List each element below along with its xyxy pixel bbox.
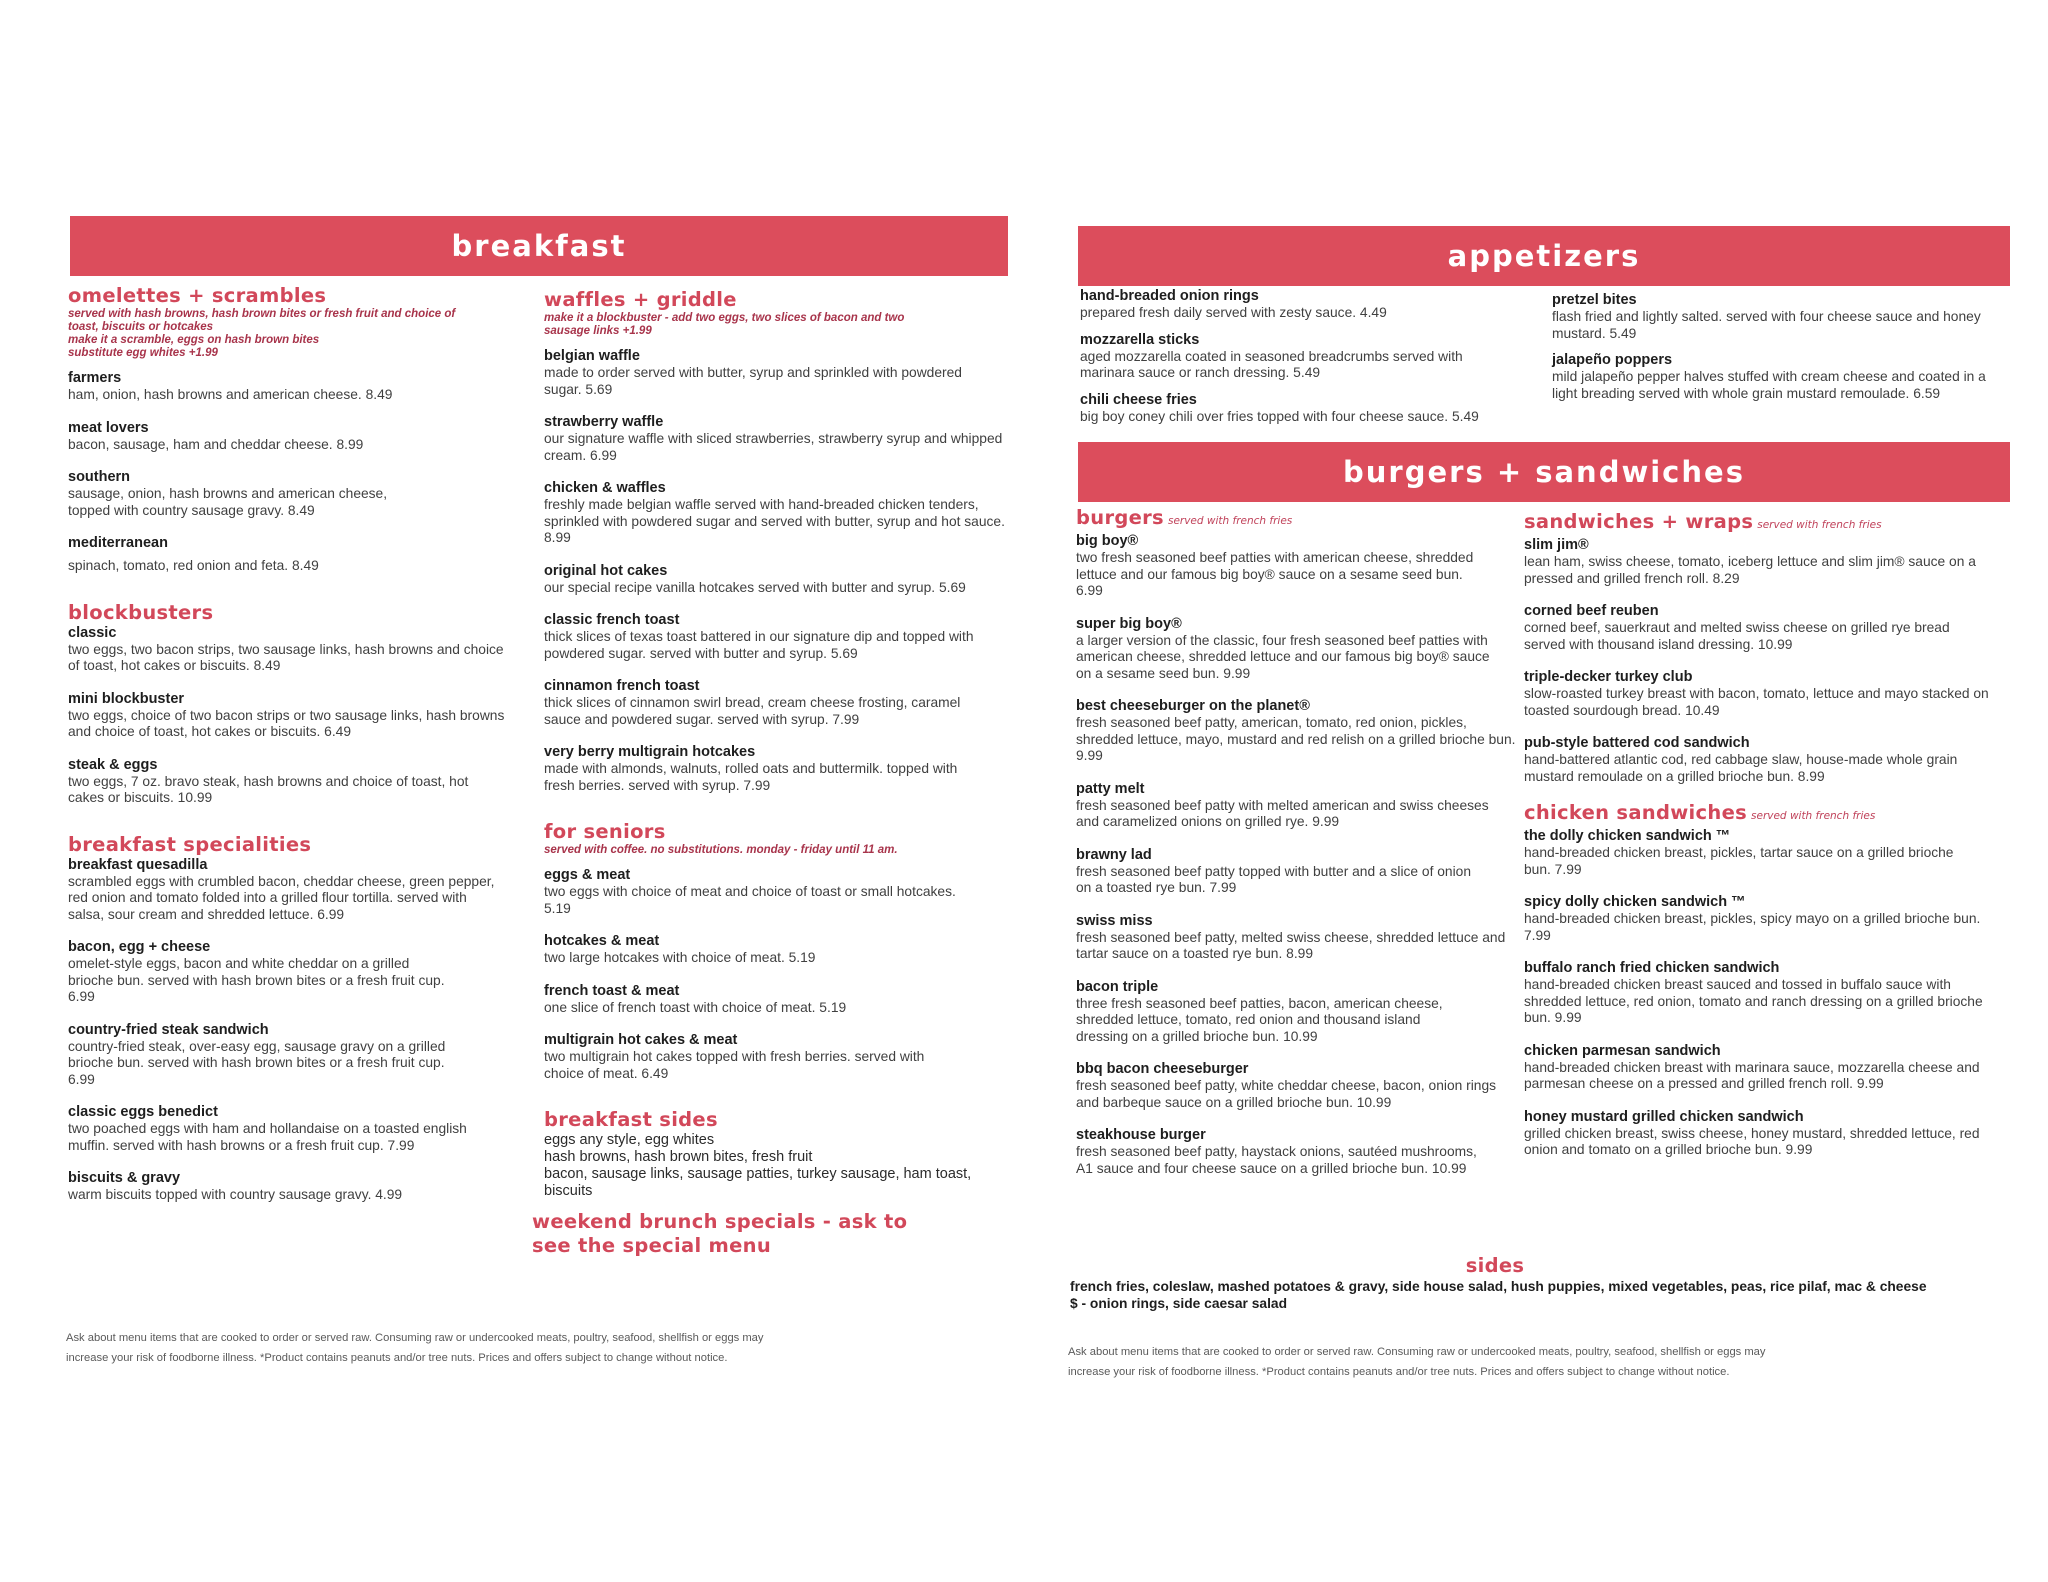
chicken-title xyxy=(1524,801,2008,828)
item-desc: hand-breaded chicken breast, pickles, spicy mayo on a grilled brioche bun. 7.99 xyxy=(1524,911,1981,943)
item-desc: spinach, tomato, red onion and feta. 8.49 xyxy=(68,558,319,573)
item-desc: our special recipe vanilla hotcakes served with butter and syrup. 5.69 xyxy=(544,579,966,595)
menu-item xyxy=(68,857,508,924)
item-desc: two eggs, 7 oz. bravo steak, hash browns and choice of toast, hot cakes or biscuits. 10.99 xyxy=(68,773,469,805)
menu-item xyxy=(68,939,448,1006)
sides-title: sides xyxy=(1465,1254,1525,1277)
menu-item xyxy=(544,744,1006,794)
item-name: chicken & waffles xyxy=(544,480,666,496)
item-name: eggs & meat xyxy=(544,867,631,883)
menu-item xyxy=(68,1104,468,1154)
menu-item xyxy=(1524,894,2008,944)
menu-item xyxy=(68,420,508,454)
item-desc: fresh seasoned beef patty, white cheddar cheese, bacon, onion rings and barbeque sauce on a grilled brioche bun. 10.99 xyxy=(1076,1078,1497,1110)
item-name: brawny lad xyxy=(1076,846,1152,863)
item-desc: big boy coney chili over fries topped with four cheese sauce. 5.49 xyxy=(1080,408,1479,424)
item-desc: a larger version of the classic, four fresh seasoned beef patties with american cheese, shredded lettuce and our famous big boy® sauce on a sesame seed bun. 9.99 xyxy=(1076,632,1490,681)
item-desc: fresh seasoned beef patty, american, tomato, red onion, pickles, shredded lettuce, mayo, mustard and red relish on a grilled brioche bun. 9.99 xyxy=(1076,715,1516,763)
menu-item xyxy=(544,414,1006,464)
menu-item xyxy=(68,469,398,519)
item-name: buffalo ranch fried chicken sandwich xyxy=(1524,960,1780,976)
menu-item xyxy=(1524,537,2008,587)
item-name: pretzel bites xyxy=(1552,292,1637,308)
wraps-note: served with french fries xyxy=(1757,519,1882,531)
menu-item xyxy=(544,678,1006,728)
item-name: steakhouse burger xyxy=(1076,1127,1206,1143)
item-desc: made with almonds, walnuts, rolled oats and buttermilk. topped with fresh berries. served with syrup. 7.99 xyxy=(544,761,958,793)
burgers-column xyxy=(1076,506,1516,1177)
footer-line: increase your risk of foodborne illness. *Product contains peanuts and/or tree nuts. Prices and offers subject to change without notice. xyxy=(66,1352,728,1364)
item-desc: fresh seasoned beef patty, melted swiss cheese, shredded lettuce and tartar sauce on a toasted rye bun. 8.99 xyxy=(1076,929,1506,961)
item-desc: bacon, sausage, ham and cheddar cheese. 8.99 xyxy=(68,436,364,452)
item-desc: grilled chicken breast, swiss cheese, honey mustard, shredded lettuce, red onion and tomato on a grilled brioche bun. 9.99 xyxy=(1524,1125,1980,1157)
appetizers-banner: appetizers xyxy=(1078,226,2010,286)
burgers-footer xyxy=(1068,1342,1988,1382)
appetizers-left xyxy=(1080,288,1530,425)
menu-item xyxy=(1552,352,2002,402)
item-desc: two large hotcakes with choice of meat. 5.19 xyxy=(544,950,816,965)
menu-item xyxy=(544,867,1006,917)
item-name: multigrain hot cakes & meat xyxy=(544,1032,738,1048)
item-name: the dolly chicken sandwich ™ xyxy=(1524,828,1731,844)
item-desc: one slice of french toast with choice of meat. 5.19 xyxy=(544,999,847,1015)
breakfast-sides-line: eggs any style, egg whites xyxy=(544,1132,715,1148)
item-desc: ham, onion, hash browns and american cheese. 8.49 xyxy=(68,387,393,402)
menu-item xyxy=(544,563,1006,597)
omelettes-title: omelettes + scrambles xyxy=(68,284,327,307)
waffles-note: make it a blockbuster - add two eggs, two slices of bacon and two sausage links +1.99 xyxy=(544,312,905,337)
breakfast-footer xyxy=(66,1328,966,1368)
burgers-title-text: burgers xyxy=(1076,506,1164,529)
item-desc: three fresh seasoned beef patties, bacon, american cheese, shredded lettuce, tomato, red onion and thousand island dressing on a grilled brioche bun. 10.99 xyxy=(1076,995,1443,1044)
item-name: original hot cakes xyxy=(544,562,668,579)
menu-item xyxy=(544,480,1006,547)
menu-item xyxy=(1524,669,2008,719)
item-name: bbq bacon cheeseburger xyxy=(1076,1061,1249,1077)
menu-item xyxy=(68,370,508,404)
item-name: big boy® xyxy=(1076,533,1139,549)
item-name: mediterranean xyxy=(68,535,168,551)
item-name: very berry multigrain hotcakes xyxy=(544,744,756,760)
item-desc: corned beef, sauerkraut and melted swiss cheese on grilled rye bread served with thousand island dressing. 10.99 xyxy=(1524,620,1950,652)
item-desc: sausage, onion, hash browns and american cheese, topped with country sausage gravy. 8.49 xyxy=(68,486,388,518)
item-name: hotcakes & meat xyxy=(544,933,660,949)
item-desc: two fresh seasoned beef patties with american cheese, shredded lettuce and our famous big boy® sauce on a sesame seed bun. 6.99 xyxy=(1076,550,1474,598)
item-desc: warm biscuits topped with country sausage gravy. 4.99 xyxy=(68,1187,403,1202)
waffles-title: waffles + griddle xyxy=(544,288,737,311)
item-desc: fresh seasoned beef patty, haystack onions, sautéed mushrooms, A1 sauce and four cheese sauce on a grilled brioche bun. 10.99 xyxy=(1076,1144,1477,1176)
item-name: biscuits & gravy xyxy=(68,1170,181,1186)
item-name: bacon, egg + cheese xyxy=(68,939,211,955)
menu-item xyxy=(1524,1043,2008,1093)
item-desc: hand-battered atlantic cod, red cabbage slaw, house-made whole grain mustard remoulade on a grilled brioche bun. 8.99 xyxy=(1524,752,1958,784)
breakfast-column-1 xyxy=(68,284,508,1204)
item-name: cinnamon french toast xyxy=(544,678,700,694)
wraps-title xyxy=(1524,510,2008,537)
menu-item xyxy=(1076,781,1516,831)
item-name: country-fried steak sandwich xyxy=(68,1021,269,1038)
item-name: mozzarella sticks xyxy=(1080,331,1200,348)
item-desc: two eggs, choice of two bacon strips or two sausage links, hash browns and choice of toast, hot cakes or biscuits. 6.49 xyxy=(68,707,505,739)
item-desc: mild jalapeño pepper halves stuffed with cream cheese and coated in a light breading served with whole grain mustard remoulade. 6.59 xyxy=(1552,369,1986,401)
breakfast-sides-line: hash browns, hash brown bites, fresh fruit xyxy=(544,1149,813,1165)
menu-item xyxy=(1076,616,1516,683)
item-desc: lean ham, swiss cheese, tomato, iceberg lettuce and slim jim® sauce on a pressed and grilled french roll. 8.29 xyxy=(1524,554,1976,586)
omelettes-note: served with hash browns, hash brown bites or fresh fruit and choice of toast, biscuits or hotcakes xyxy=(68,308,456,333)
wraps-title-text: sandwiches + wraps xyxy=(1524,510,1754,533)
breakfast-sides-title: breakfast sides xyxy=(544,1108,718,1131)
sides-block xyxy=(1070,1254,2010,1312)
omelettes-note: substitute egg whites +1.99 xyxy=(68,347,218,359)
item-name: classic french toast xyxy=(544,612,680,628)
burgers-title xyxy=(1076,506,1516,533)
item-name: corned beef reuben xyxy=(1524,603,1659,619)
item-desc: flash fried and lightly salted. served with four cheese sauce and honey mustard. 5.49 xyxy=(1552,309,1981,341)
seniors-note: served with coffee. no substitutions. monday - friday until 11 am. xyxy=(544,844,898,856)
specialities-title: breakfast specialities xyxy=(68,832,312,856)
item-name: classic eggs benedict xyxy=(68,1104,218,1120)
item-name: meat lovers xyxy=(68,419,149,436)
menu-item xyxy=(544,348,1006,398)
omelettes-note: make it a scramble, eggs on hash brown bites xyxy=(68,334,320,346)
item-desc: hand-breaded chicken breast, pickles, tartar sauce on a grilled brioche bun. 7.99 xyxy=(1524,845,1954,877)
item-name: classic xyxy=(68,624,117,641)
item-name: hand-breaded onion rings xyxy=(1080,288,1259,304)
item-name: bacon triple xyxy=(1076,978,1159,995)
menu-item xyxy=(1076,913,1516,963)
menu-item xyxy=(1080,332,1530,382)
menu-item xyxy=(1524,735,2008,785)
menu-item xyxy=(68,1022,468,1089)
item-desc: thick slices of cinnamon swirl bread, cream cheese frosting, caramel sauce and powdered sugar. served with syrup. 7.99 xyxy=(544,695,961,727)
item-name: southern xyxy=(68,469,131,485)
item-name: jalapeño poppers xyxy=(1552,352,1673,368)
item-desc: two eggs, two bacon strips, two sausage links, hash browns and choice of toast, hot cakes or biscuits. 8.49 xyxy=(68,641,504,673)
item-name: triple-decker turkey club xyxy=(1524,669,1693,685)
menu-item xyxy=(1076,533,1516,600)
sides-line: french fries, coleslaw, mashed potatoes & gravy, side house salad, hush puppies, mixed vegetables, peas, rice pilaf, mac & cheese xyxy=(1070,1279,1927,1294)
item-name: patty melt xyxy=(1076,780,1145,797)
item-desc: prepared fresh daily served with zesty sauce. 4.49 xyxy=(1080,305,1387,320)
menu-item xyxy=(1076,1127,1516,1177)
blockbusters-title: blockbusters xyxy=(68,600,214,624)
item-name: best cheeseburger on the planet® xyxy=(1076,698,1310,714)
menu-item xyxy=(68,625,508,675)
weekend-brunch-note: weekend brunch specials - ask to see the special menu xyxy=(532,1210,908,1257)
item-name: belgian waffle xyxy=(544,348,640,364)
menu-item xyxy=(1524,603,2008,653)
appetizers-right xyxy=(1552,292,2002,402)
chicken-title-text: chicken sandwiches xyxy=(1524,801,1748,824)
breakfast-sides-line: bacon, sausage links, sausage patties, turkey sausage, ham toast, biscuits xyxy=(544,1166,972,1199)
item-name: slim jim® xyxy=(1524,537,1589,553)
item-name: breakfast quesadilla xyxy=(68,856,208,873)
item-desc: hand-breaded chicken breast with marinara sauce, mozzarella cheese and parmesan cheese on a pressed and grilled french roll. 9.99 xyxy=(1524,1059,1980,1091)
item-desc: our signature waffle with sliced strawberries, strawberry syrup and whipped cream. 6.99 xyxy=(544,431,1003,463)
item-desc: fresh seasoned beef patty topped with butter and a slice of onion on a toasted rye bun. 7.99 xyxy=(1076,863,1472,895)
item-name: honey mustard grilled chicken sandwich xyxy=(1524,1108,1804,1125)
item-desc: two multigrain hot cakes topped with fresh berries. served with choice of meat. 6.49 xyxy=(544,1049,925,1081)
sandwiches-column xyxy=(1524,510,2008,1159)
item-name: chicken parmesan sandwich xyxy=(1524,1042,1721,1059)
item-desc: freshly made belgian waffle served with hand-breaded chicken tenders, sprinkled with powdered sugar and served with butter, syrup and hot sauce. 8.99 xyxy=(544,497,1005,545)
item-desc: two poached eggs with ham and hollandaise on a toasted english muffin. served with hash browns or a fresh fruit cup. 7.99 xyxy=(68,1121,467,1153)
item-name: spicy dolly chicken sandwich ™ xyxy=(1524,894,1746,910)
item-name: pub-style battered cod sandwich xyxy=(1524,735,1750,751)
item-desc: fresh seasoned beef patty with melted american and swiss cheeses and caramelized onions on grilled rye. 9.99 xyxy=(1076,797,1489,829)
item-desc: country-fried steak, over-easy egg, sausage gravy on a grilled brioche bun. served with hash brown bites or a fresh fruit cup. 6.99 xyxy=(68,1038,446,1087)
item-name: farmers xyxy=(68,370,122,386)
item-desc: thick slices of texas toast battered in our signature dip and topped with powdered sugar. served with butter and syrup. 5.69 xyxy=(544,629,974,661)
item-name: steak & eggs xyxy=(68,756,158,773)
item-desc: aged mozzarella coated in seasoned breadcrumbs served with marinara sauce or ranch dressing. 5.49 xyxy=(1080,348,1463,380)
menu-item xyxy=(68,757,508,807)
menu-item xyxy=(68,1170,508,1204)
menu-item xyxy=(1076,847,1516,897)
item-desc: hand-breaded chicken breast sauced and tossed in buffalo sauce with shredded lettuce, red onion, tomato and ranch dressing on a grilled brioche bun. 9.99 xyxy=(1524,977,1983,1025)
menu-item xyxy=(1524,828,2008,878)
menu-item xyxy=(1076,979,1516,1046)
menu-item xyxy=(1552,292,2002,342)
menu-item xyxy=(544,983,1006,1017)
item-desc: omelet-style eggs, bacon and white cheddar on a grilled brioche bun. served with hash brown bites or a fresh fruit cup. 6.99 xyxy=(68,956,445,1004)
menu-item xyxy=(1076,698,1516,765)
item-desc: two eggs with choice of meat and choice of toast or small hotcakes. 5.19 xyxy=(544,884,956,916)
chicken-note: served with french fries xyxy=(1751,810,1876,822)
menu-item xyxy=(544,612,1006,662)
menu-item xyxy=(1524,1109,2008,1159)
footer-line: Ask about menu items that are cooked to order or served raw. Consuming raw or undercooked meats, poultry, seafood, shellfish or eggs may xyxy=(1068,1346,1766,1358)
item-desc: slow-roasted turkey breast with bacon, tomato, lettuce and mayo stacked on toasted sourdough bread. 10.49 xyxy=(1524,686,1989,718)
menu-item xyxy=(68,535,508,575)
item-name: mini blockbuster xyxy=(68,690,185,707)
item-desc: scrambled eggs with crumbled bacon, cheddar cheese, green pepper, red onion and tomato folded into a grilled flour tortilla. served with salsa, sour cream and shredded lettuce. 6.99 xyxy=(68,873,495,922)
item-name: french toast & meat xyxy=(544,982,680,999)
item-desc: made to order served with butter, syrup and sprinkled with powdered sugar. 5.69 xyxy=(544,365,962,397)
item-name: strawberry waffle xyxy=(544,414,664,430)
menu-item xyxy=(1076,1061,1516,1111)
menu-item xyxy=(1080,288,1530,322)
breakfast-column-2 xyxy=(532,288,1006,1258)
item-name: chili cheese fries xyxy=(1080,391,1197,408)
menu-item xyxy=(544,933,1006,967)
menu-item xyxy=(1524,960,2008,1027)
seniors-title: for seniors xyxy=(544,820,666,843)
sides-line: $ - onion rings, side caesar salad xyxy=(1070,1296,1287,1311)
breakfast-banner: breakfast xyxy=(70,216,1008,276)
item-name: super big boy® xyxy=(1076,615,1182,632)
footer-line: increase your risk of foodborne illness. *Product contains peanuts and/or tree nuts. Prices and offers subject to change without notice. xyxy=(1068,1366,1730,1378)
menu-item xyxy=(68,691,508,741)
burgers-banner: burgers + sandwiches xyxy=(1078,442,2010,502)
menu-item xyxy=(544,1032,1006,1082)
item-name: swiss miss xyxy=(1076,912,1153,929)
footer-line: Ask about menu items that are cooked to order or served raw. Consuming raw or undercooked meats, poultry, seafood, shellfish or eggs may xyxy=(66,1332,764,1344)
menu-item xyxy=(1080,392,1530,426)
burgers-note: served with french fries xyxy=(1167,515,1293,527)
